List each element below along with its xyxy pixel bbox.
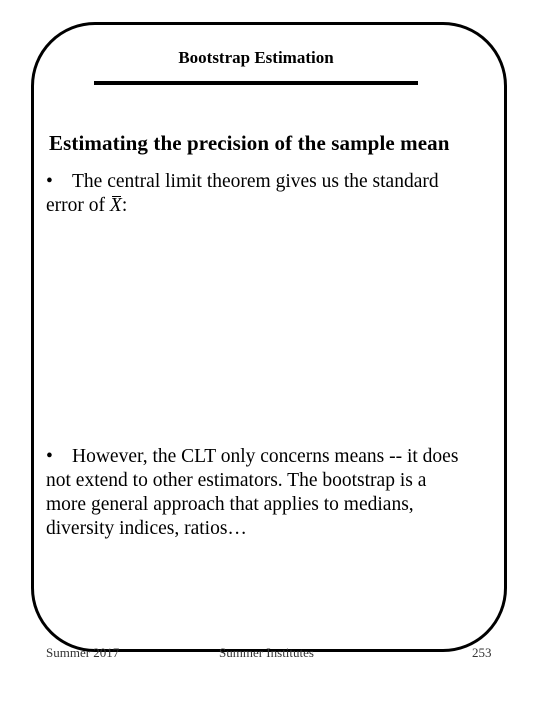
bullet-point-clt <box>46 170 486 218</box>
title-underline <box>94 81 418 85</box>
bullet-text: error of <box>46 195 110 216</box>
bullet-line <box>46 445 486 469</box>
bullet-line <box>46 170 486 194</box>
bullet-marker: • <box>46 446 53 467</box>
footer-institution: Summer Institutes <box>219 645 314 660</box>
bullet-line: more general approach that applies to medians, <box>46 494 414 515</box>
x-bar-symbol: X <box>109 195 122 216</box>
bullet-line: diversity indices, ratios… <box>46 518 247 539</box>
bullet-text: : <box>121 195 128 216</box>
slide-frame <box>31 22 507 652</box>
footer-page-number: 253 <box>472 645 492 660</box>
bullet-marker: • <box>46 171 53 192</box>
bullet-text: However, the CLT only concerns means -- it does <box>72 446 459 467</box>
bullet-point-bootstrap <box>46 445 486 541</box>
footer-date: Summer 2017 <box>46 645 120 660</box>
slide-title: Bootstrap Estimation <box>178 48 334 67</box>
bullet-line <box>46 194 486 218</box>
bullet-line: not extend to other estimators. The bootstrap is a <box>46 470 427 491</box>
bullet-text: The central limit theorem gives us the standard <box>72 171 439 192</box>
section-heading: Estimating the precision of the sample mean <box>49 131 450 155</box>
